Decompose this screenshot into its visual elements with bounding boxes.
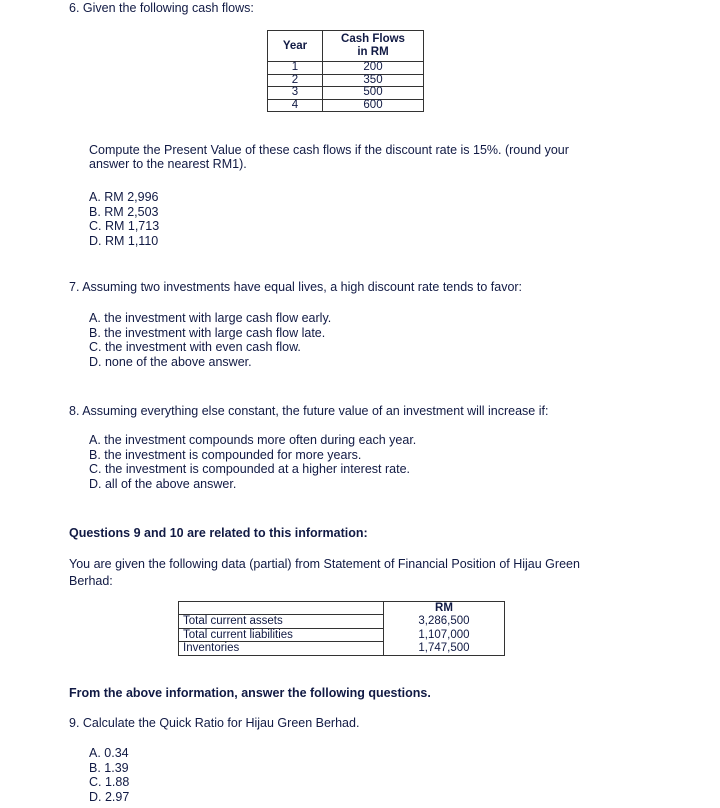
question-6-options bbox=[89, 190, 159, 248]
answer-option[interactable]: C. the investment is compounded at a higher interest rate. bbox=[89, 462, 411, 476]
table-row bbox=[179, 615, 505, 629]
cash-flow-cell: 600 bbox=[323, 99, 424, 112]
question-9-options bbox=[89, 746, 129, 804]
follow-up-instruction: From the above information, answer the following questions. bbox=[69, 686, 431, 700]
answer-option[interactable]: D. none of the above answer. bbox=[89, 354, 252, 369]
year-cell: 4 bbox=[268, 99, 323, 112]
answer-option[interactable]: D. RM 1,110 bbox=[89, 233, 159, 248]
question-8-heading: 8. Assuming everything else constant, the future value of an investment will increase if: bbox=[69, 404, 549, 418]
rm-column-header: RM bbox=[384, 602, 505, 615]
answer-option[interactable]: A. the investment with large cash flow early. bbox=[89, 311, 332, 325]
answer-option[interactable]: C. 1.88 bbox=[89, 775, 130, 789]
line-item-label: Total current assets bbox=[179, 615, 384, 629]
cash-flow-cell: 500 bbox=[323, 87, 424, 100]
cash-flows-column-header: Cash Flows in RM bbox=[323, 31, 424, 62]
answer-option[interactable]: B. the investment with large cash flow late. bbox=[89, 325, 326, 340]
financial-position-table bbox=[178, 601, 505, 656]
table-row bbox=[268, 74, 424, 87]
line-item-value: 3,286,500 bbox=[384, 615, 505, 629]
year-cell: 3 bbox=[268, 87, 323, 100]
table-row bbox=[268, 87, 424, 100]
cash-flow-cell: 350 bbox=[323, 74, 424, 87]
answer-option[interactable]: A. the investment compounds more often during each year. bbox=[89, 433, 417, 447]
table-row bbox=[179, 628, 505, 642]
answer-option[interactable]: C. the investment with even cash flow. bbox=[89, 340, 301, 354]
question-9-heading: 9. Calculate the Quick Ratio for Hijau Green Berhad. bbox=[69, 716, 360, 730]
info-heading: Questions 9 and 10 are related to this information: bbox=[69, 526, 368, 540]
line-item-label: Total current liabilities bbox=[179, 628, 384, 642]
line-item-value: 1,747,500 bbox=[384, 642, 505, 656]
question-6-heading: 6. Given the following cash flows: bbox=[69, 1, 254, 15]
info-intro: You are given the following data (partial) from Statement of Financial Position of Hijau Green Berhad: bbox=[69, 557, 580, 588]
cash-flow-cell: 200 bbox=[323, 62, 424, 75]
cash-flow-table bbox=[267, 30, 424, 112]
answer-option[interactable]: A. RM 2,996 bbox=[89, 190, 159, 204]
answer-option[interactable]: D. 2.97 bbox=[89, 789, 130, 804]
question-6-instruction: Compute the Present Value of these cash flows if the discount rate is 15%. (round your answer to the nearest RM1). bbox=[89, 143, 569, 171]
answer-option[interactable]: D. all of the above answer. bbox=[89, 476, 237, 491]
table-row bbox=[268, 62, 424, 75]
question-7-heading: 7. Assuming two investments have equal lives, a high discount rate tends to favor: bbox=[69, 280, 523, 294]
answer-option[interactable]: B. the investment is compounded for more years. bbox=[89, 447, 362, 462]
line-item-value: 1,107,000 bbox=[384, 628, 505, 642]
answer-option[interactable]: B. RM 2,503 bbox=[89, 204, 159, 219]
year-column-header: Year bbox=[268, 31, 323, 62]
year-cell: 1 bbox=[268, 62, 323, 75]
line-item-label: Inventories bbox=[179, 642, 384, 656]
table-row bbox=[268, 99, 424, 112]
table-row bbox=[179, 642, 505, 656]
question-7-options bbox=[89, 311, 331, 369]
question-8-options bbox=[89, 433, 416, 491]
year-cell: 2 bbox=[268, 74, 323, 87]
answer-option[interactable]: B. 1.39 bbox=[89, 760, 129, 775]
answer-option[interactable]: A. 0.34 bbox=[89, 746, 129, 760]
answer-option[interactable]: C. RM 1,713 bbox=[89, 219, 160, 233]
